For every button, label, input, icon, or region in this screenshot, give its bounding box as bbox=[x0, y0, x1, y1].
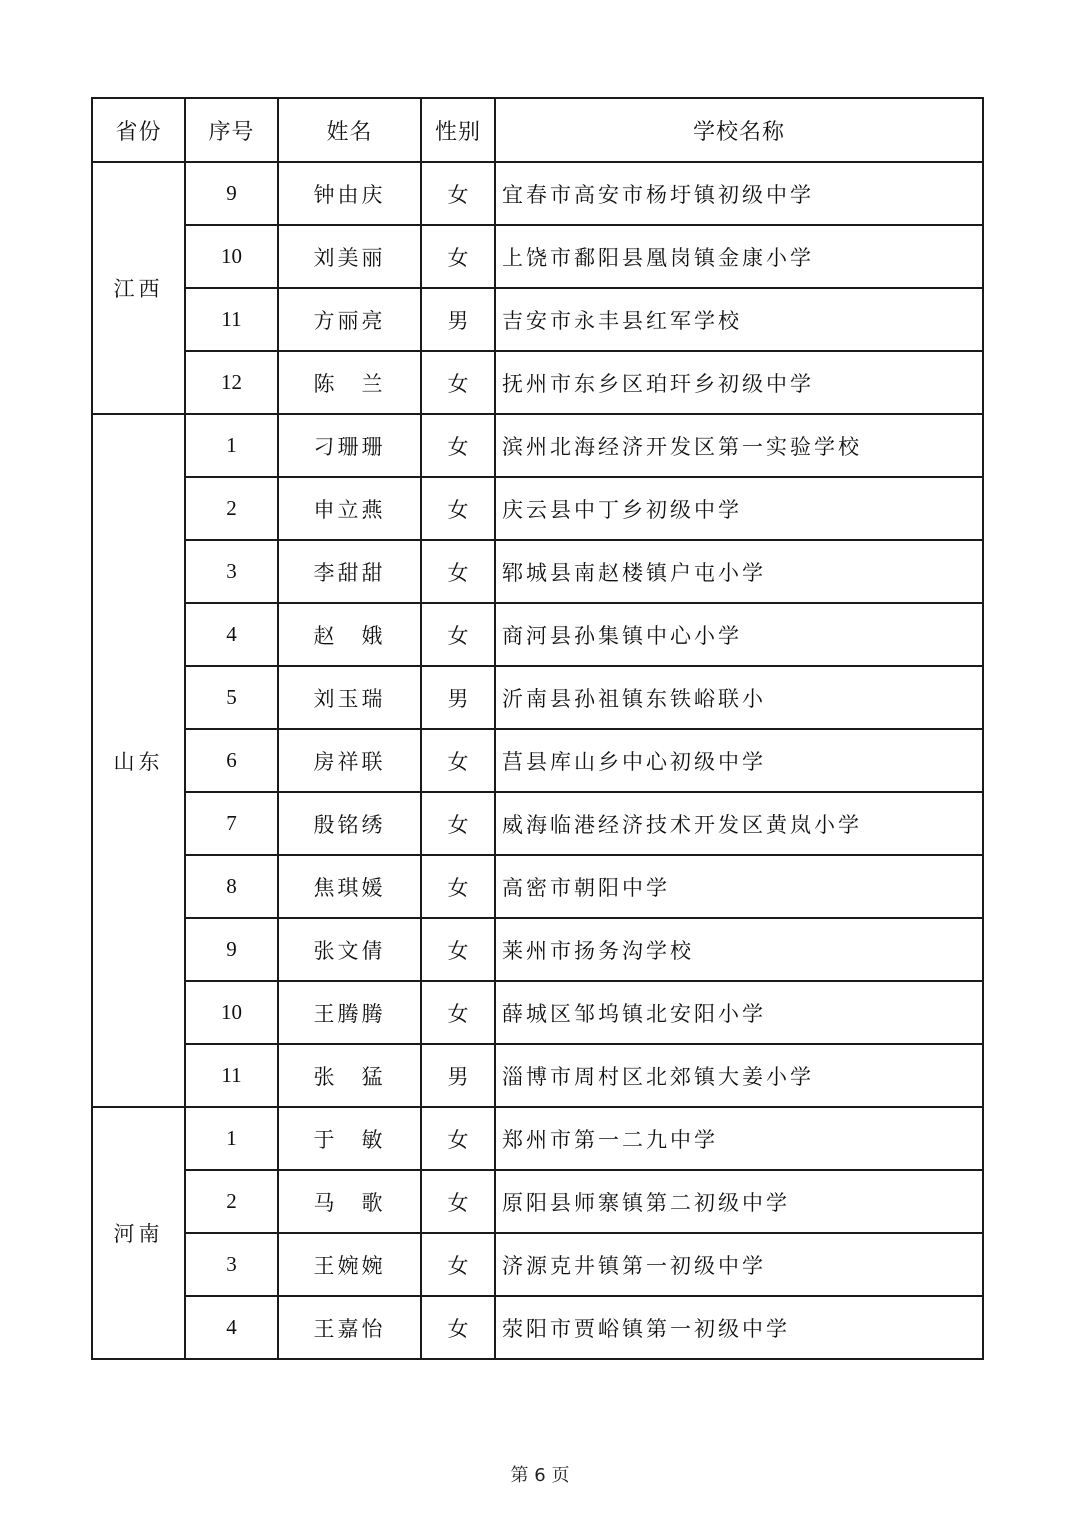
name-cell: 王婉婉 bbox=[278, 1233, 421, 1296]
index-cell: 9 bbox=[185, 918, 278, 981]
index-cell: 7 bbox=[185, 792, 278, 855]
gender-cell: 男 bbox=[421, 666, 495, 729]
school-cell: 郑州市第一二九中学 bbox=[495, 1107, 983, 1170]
gender-cell: 女 bbox=[421, 351, 495, 414]
school-cell: 滨州北海经济开发区第一实验学校 bbox=[495, 414, 983, 477]
name-cell: 张 猛 bbox=[278, 1044, 421, 1107]
table-row bbox=[92, 540, 983, 603]
index-cell: 2 bbox=[185, 477, 278, 540]
gender-cell: 女 bbox=[421, 855, 495, 918]
gender-cell: 女 bbox=[421, 414, 495, 477]
school-cell: 上饶市鄱阳县凰岗镇金康小学 bbox=[495, 225, 983, 288]
school-cell: 庆云县中丁乡初级中学 bbox=[495, 477, 983, 540]
table-row bbox=[92, 666, 983, 729]
school-cell: 郓城县南赵楼镇户屯小学 bbox=[495, 540, 983, 603]
school-cell: 薛城区邹坞镇北安阳小学 bbox=[495, 981, 983, 1044]
table-row bbox=[92, 351, 983, 414]
school-cell: 抚州市东乡区珀玕乡初级中学 bbox=[495, 351, 983, 414]
name-cell: 焦琪媛 bbox=[278, 855, 421, 918]
name-cell: 刘玉瑞 bbox=[278, 666, 421, 729]
province-cell: 山东 bbox=[92, 414, 185, 1107]
header-index: 序号 bbox=[185, 98, 278, 162]
index-cell: 5 bbox=[185, 666, 278, 729]
table-row bbox=[92, 981, 983, 1044]
index-cell: 4 bbox=[185, 603, 278, 666]
table-row bbox=[92, 792, 983, 855]
table-row bbox=[92, 603, 983, 666]
gender-cell: 女 bbox=[421, 1170, 495, 1233]
table-body bbox=[92, 162, 983, 1359]
gender-cell: 女 bbox=[421, 1233, 495, 1296]
gender-cell: 女 bbox=[421, 1107, 495, 1170]
table-row bbox=[92, 855, 983, 918]
index-cell: 12 bbox=[185, 351, 278, 414]
school-cell: 商河县孙集镇中心小学 bbox=[495, 603, 983, 666]
index-cell: 6 bbox=[185, 729, 278, 792]
name-cell: 于 敏 bbox=[278, 1107, 421, 1170]
table-row bbox=[92, 162, 983, 225]
header-province: 省份 bbox=[92, 98, 185, 162]
name-cell: 马 歌 bbox=[278, 1170, 421, 1233]
header-row bbox=[92, 98, 983, 162]
gender-cell: 女 bbox=[421, 225, 495, 288]
gender-cell: 女 bbox=[421, 477, 495, 540]
gender-cell: 女 bbox=[421, 981, 495, 1044]
gender-cell: 女 bbox=[421, 792, 495, 855]
school-cell: 莒县库山乡中心初级中学 bbox=[495, 729, 983, 792]
table-row bbox=[92, 414, 983, 477]
index-cell: 9 bbox=[185, 162, 278, 225]
school-cell: 沂南县孙祖镇东铁峪联小 bbox=[495, 666, 983, 729]
index-cell: 2 bbox=[185, 1170, 278, 1233]
name-cell: 房祥联 bbox=[278, 729, 421, 792]
header-gender: 性别 bbox=[421, 98, 495, 162]
index-cell: 10 bbox=[185, 981, 278, 1044]
school-cell: 吉安市永丰县红军学校 bbox=[495, 288, 983, 351]
gender-cell: 男 bbox=[421, 1044, 495, 1107]
table-row bbox=[92, 729, 983, 792]
index-cell: 8 bbox=[185, 855, 278, 918]
school-cell: 淄博市周村区北郊镇大姜小学 bbox=[495, 1044, 983, 1107]
table-row bbox=[92, 477, 983, 540]
table-row bbox=[92, 1233, 983, 1296]
school-cell: 济源克井镇第一初级中学 bbox=[495, 1233, 983, 1296]
name-cell: 方丽亮 bbox=[278, 288, 421, 351]
gender-cell: 男 bbox=[421, 288, 495, 351]
index-cell: 3 bbox=[185, 540, 278, 603]
province-cell: 江西 bbox=[92, 162, 185, 414]
name-cell: 张文倩 bbox=[278, 918, 421, 981]
table-row bbox=[92, 1170, 983, 1233]
name-cell: 赵 娥 bbox=[278, 603, 421, 666]
index-cell: 11 bbox=[185, 288, 278, 351]
name-cell: 刘美丽 bbox=[278, 225, 421, 288]
name-cell: 王腾腾 bbox=[278, 981, 421, 1044]
table-row bbox=[92, 1107, 983, 1170]
province-cell: 河南 bbox=[92, 1107, 185, 1359]
school-cell: 宜春市高安市杨圩镇初级中学 bbox=[495, 162, 983, 225]
gender-cell: 女 bbox=[421, 729, 495, 792]
name-cell: 申立燕 bbox=[278, 477, 421, 540]
table-row bbox=[92, 918, 983, 981]
index-cell: 1 bbox=[185, 1107, 278, 1170]
table-row bbox=[92, 1296, 983, 1359]
gender-cell: 女 bbox=[421, 162, 495, 225]
header-name: 姓名 bbox=[278, 98, 421, 162]
name-cell: 陈 兰 bbox=[278, 351, 421, 414]
school-cell: 高密市朝阳中学 bbox=[495, 855, 983, 918]
index-cell: 10 bbox=[185, 225, 278, 288]
table-row bbox=[92, 288, 983, 351]
page-number: 第 6 页 bbox=[510, 1465, 570, 1486]
name-cell: 刁珊珊 bbox=[278, 414, 421, 477]
gender-cell: 女 bbox=[421, 1296, 495, 1359]
gender-cell: 女 bbox=[421, 603, 495, 666]
table-row bbox=[92, 1044, 983, 1107]
name-cell: 钟由庆 bbox=[278, 162, 421, 225]
roster-table bbox=[91, 97, 984, 1360]
school-cell: 莱州市扬务沟学校 bbox=[495, 918, 983, 981]
school-cell: 原阳县师寨镇第二初级中学 bbox=[495, 1170, 983, 1233]
name-cell: 殷铭绣 bbox=[278, 792, 421, 855]
gender-cell: 女 bbox=[421, 540, 495, 603]
index-cell: 4 bbox=[185, 1296, 278, 1359]
gender-cell: 女 bbox=[421, 918, 495, 981]
index-cell: 11 bbox=[185, 1044, 278, 1107]
table-row bbox=[92, 225, 983, 288]
header-school: 学校名称 bbox=[495, 98, 983, 162]
index-cell: 3 bbox=[185, 1233, 278, 1296]
name-cell: 李甜甜 bbox=[278, 540, 421, 603]
index-cell: 1 bbox=[185, 414, 278, 477]
school-cell: 威海临港经济技术开发区黄岚小学 bbox=[495, 792, 983, 855]
name-cell: 王嘉怡 bbox=[278, 1296, 421, 1359]
table-header bbox=[92, 98, 983, 162]
school-cell: 荥阳市贾峪镇第一初级中学 bbox=[495, 1296, 983, 1359]
